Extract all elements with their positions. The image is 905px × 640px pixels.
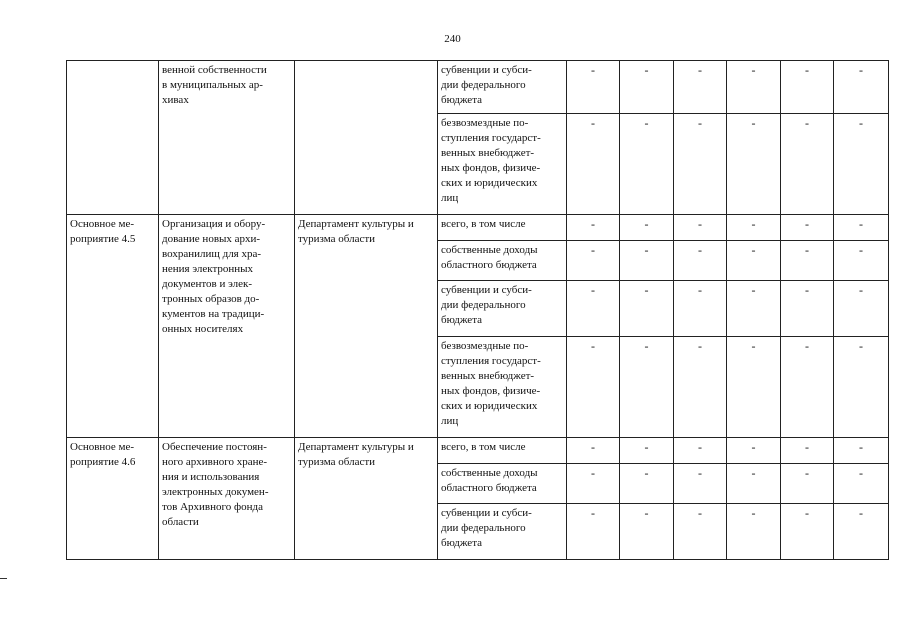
event-cell <box>67 61 159 215</box>
funding-source-cell: всего, в том числе <box>438 438 567 464</box>
value-cell: - <box>727 241 781 281</box>
value-cell: - <box>781 114 834 215</box>
value-cell: - <box>674 281 727 337</box>
table-row <box>67 61 889 114</box>
value-cell: - <box>781 215 834 241</box>
value-cell: - <box>727 215 781 241</box>
value-cell: - <box>567 337 620 438</box>
value-cell: - <box>674 215 727 241</box>
value-cell: - <box>834 438 889 464</box>
value-cell: - <box>834 504 889 560</box>
event-cell: Основное ме- роприятие 4.5 <box>67 215 159 438</box>
value-cell: - <box>620 281 674 337</box>
executor-cell: Департамент культуры и туризма области <box>295 438 438 560</box>
value-cell: - <box>727 438 781 464</box>
funding-source-cell: субвенции и субси- дии федерального бюджета <box>438 61 567 114</box>
table-row <box>67 438 889 464</box>
value-cell: - <box>674 464 727 504</box>
value-cell: - <box>674 438 727 464</box>
funding-source-cell: субвенции и субси- дии федерального бюджета <box>438 281 567 337</box>
event-cell: Основное ме- роприятие 4.6 <box>67 438 159 560</box>
value-cell: - <box>781 464 834 504</box>
value-cell: - <box>727 337 781 438</box>
margin-tick-mark <box>0 578 7 579</box>
value-cell: - <box>567 114 620 215</box>
executor-cell: Департамент культуры и туризма области <box>295 215 438 438</box>
event-name-cell: Организация и обору- дование новых архи- вохранилищ для хра- нения электронных документов и элек- тронных образов до- кументов на традици- онных носителях <box>159 215 295 438</box>
value-cell: - <box>781 61 834 114</box>
value-cell: - <box>834 241 889 281</box>
value-cell: - <box>567 464 620 504</box>
value-cell: - <box>567 438 620 464</box>
value-cell: - <box>620 464 674 504</box>
value-cell: - <box>834 464 889 504</box>
funding-source-cell: собственные доходы областного бюджета <box>438 464 567 504</box>
budget-table <box>66 60 889 560</box>
value-cell: - <box>567 281 620 337</box>
funding-source-cell: безвозмездные по- ступления государст- венных внебюджет- ных фондов, физиче- ских и юридических лиц <box>438 114 567 215</box>
value-cell: - <box>727 464 781 504</box>
value-cell: - <box>834 215 889 241</box>
event-name-cell: венной собственности в муниципальных ар- хивах <box>159 61 295 215</box>
value-cell: - <box>620 114 674 215</box>
funding-source-cell: безвозмездные по- ступления государст- венных внебюджет- ных фондов, физиче- ских и юридических лиц <box>438 337 567 438</box>
value-cell: - <box>727 61 781 114</box>
value-cell: - <box>781 241 834 281</box>
funding-source-cell: всего, в том числе <box>438 215 567 241</box>
funding-source-cell: собственные доходы областного бюджета <box>438 241 567 281</box>
value-cell: - <box>834 281 889 337</box>
value-cell: - <box>567 504 620 560</box>
page-number: 240 <box>444 33 461 45</box>
value-cell: - <box>620 241 674 281</box>
value-cell: - <box>567 241 620 281</box>
value-cell: - <box>674 241 727 281</box>
value-cell: - <box>727 281 781 337</box>
value-cell: - <box>620 61 674 114</box>
value-cell: - <box>834 61 889 114</box>
value-cell: - <box>727 504 781 560</box>
value-cell: - <box>674 337 727 438</box>
value-cell: - <box>567 61 620 114</box>
event-name-cell: Обеспечение постоян- ного архивного хране- ния и использования электронных докумен- тов Архивного фонда области <box>159 438 295 560</box>
value-cell: - <box>834 114 889 215</box>
value-cell: - <box>567 215 620 241</box>
value-cell: - <box>727 114 781 215</box>
value-cell: - <box>781 438 834 464</box>
value-cell: - <box>834 337 889 438</box>
funding-source-cell: субвенции и субси- дии федерального бюджета <box>438 504 567 560</box>
value-cell: - <box>781 504 834 560</box>
value-cell: - <box>674 61 727 114</box>
value-cell: - <box>620 215 674 241</box>
value-cell: - <box>620 438 674 464</box>
value-cell: - <box>674 114 727 215</box>
value-cell: - <box>620 337 674 438</box>
table-row <box>67 215 889 241</box>
value-cell: - <box>781 281 834 337</box>
executor-cell <box>295 61 438 215</box>
value-cell: - <box>620 504 674 560</box>
value-cell: - <box>781 337 834 438</box>
value-cell: - <box>674 504 727 560</box>
